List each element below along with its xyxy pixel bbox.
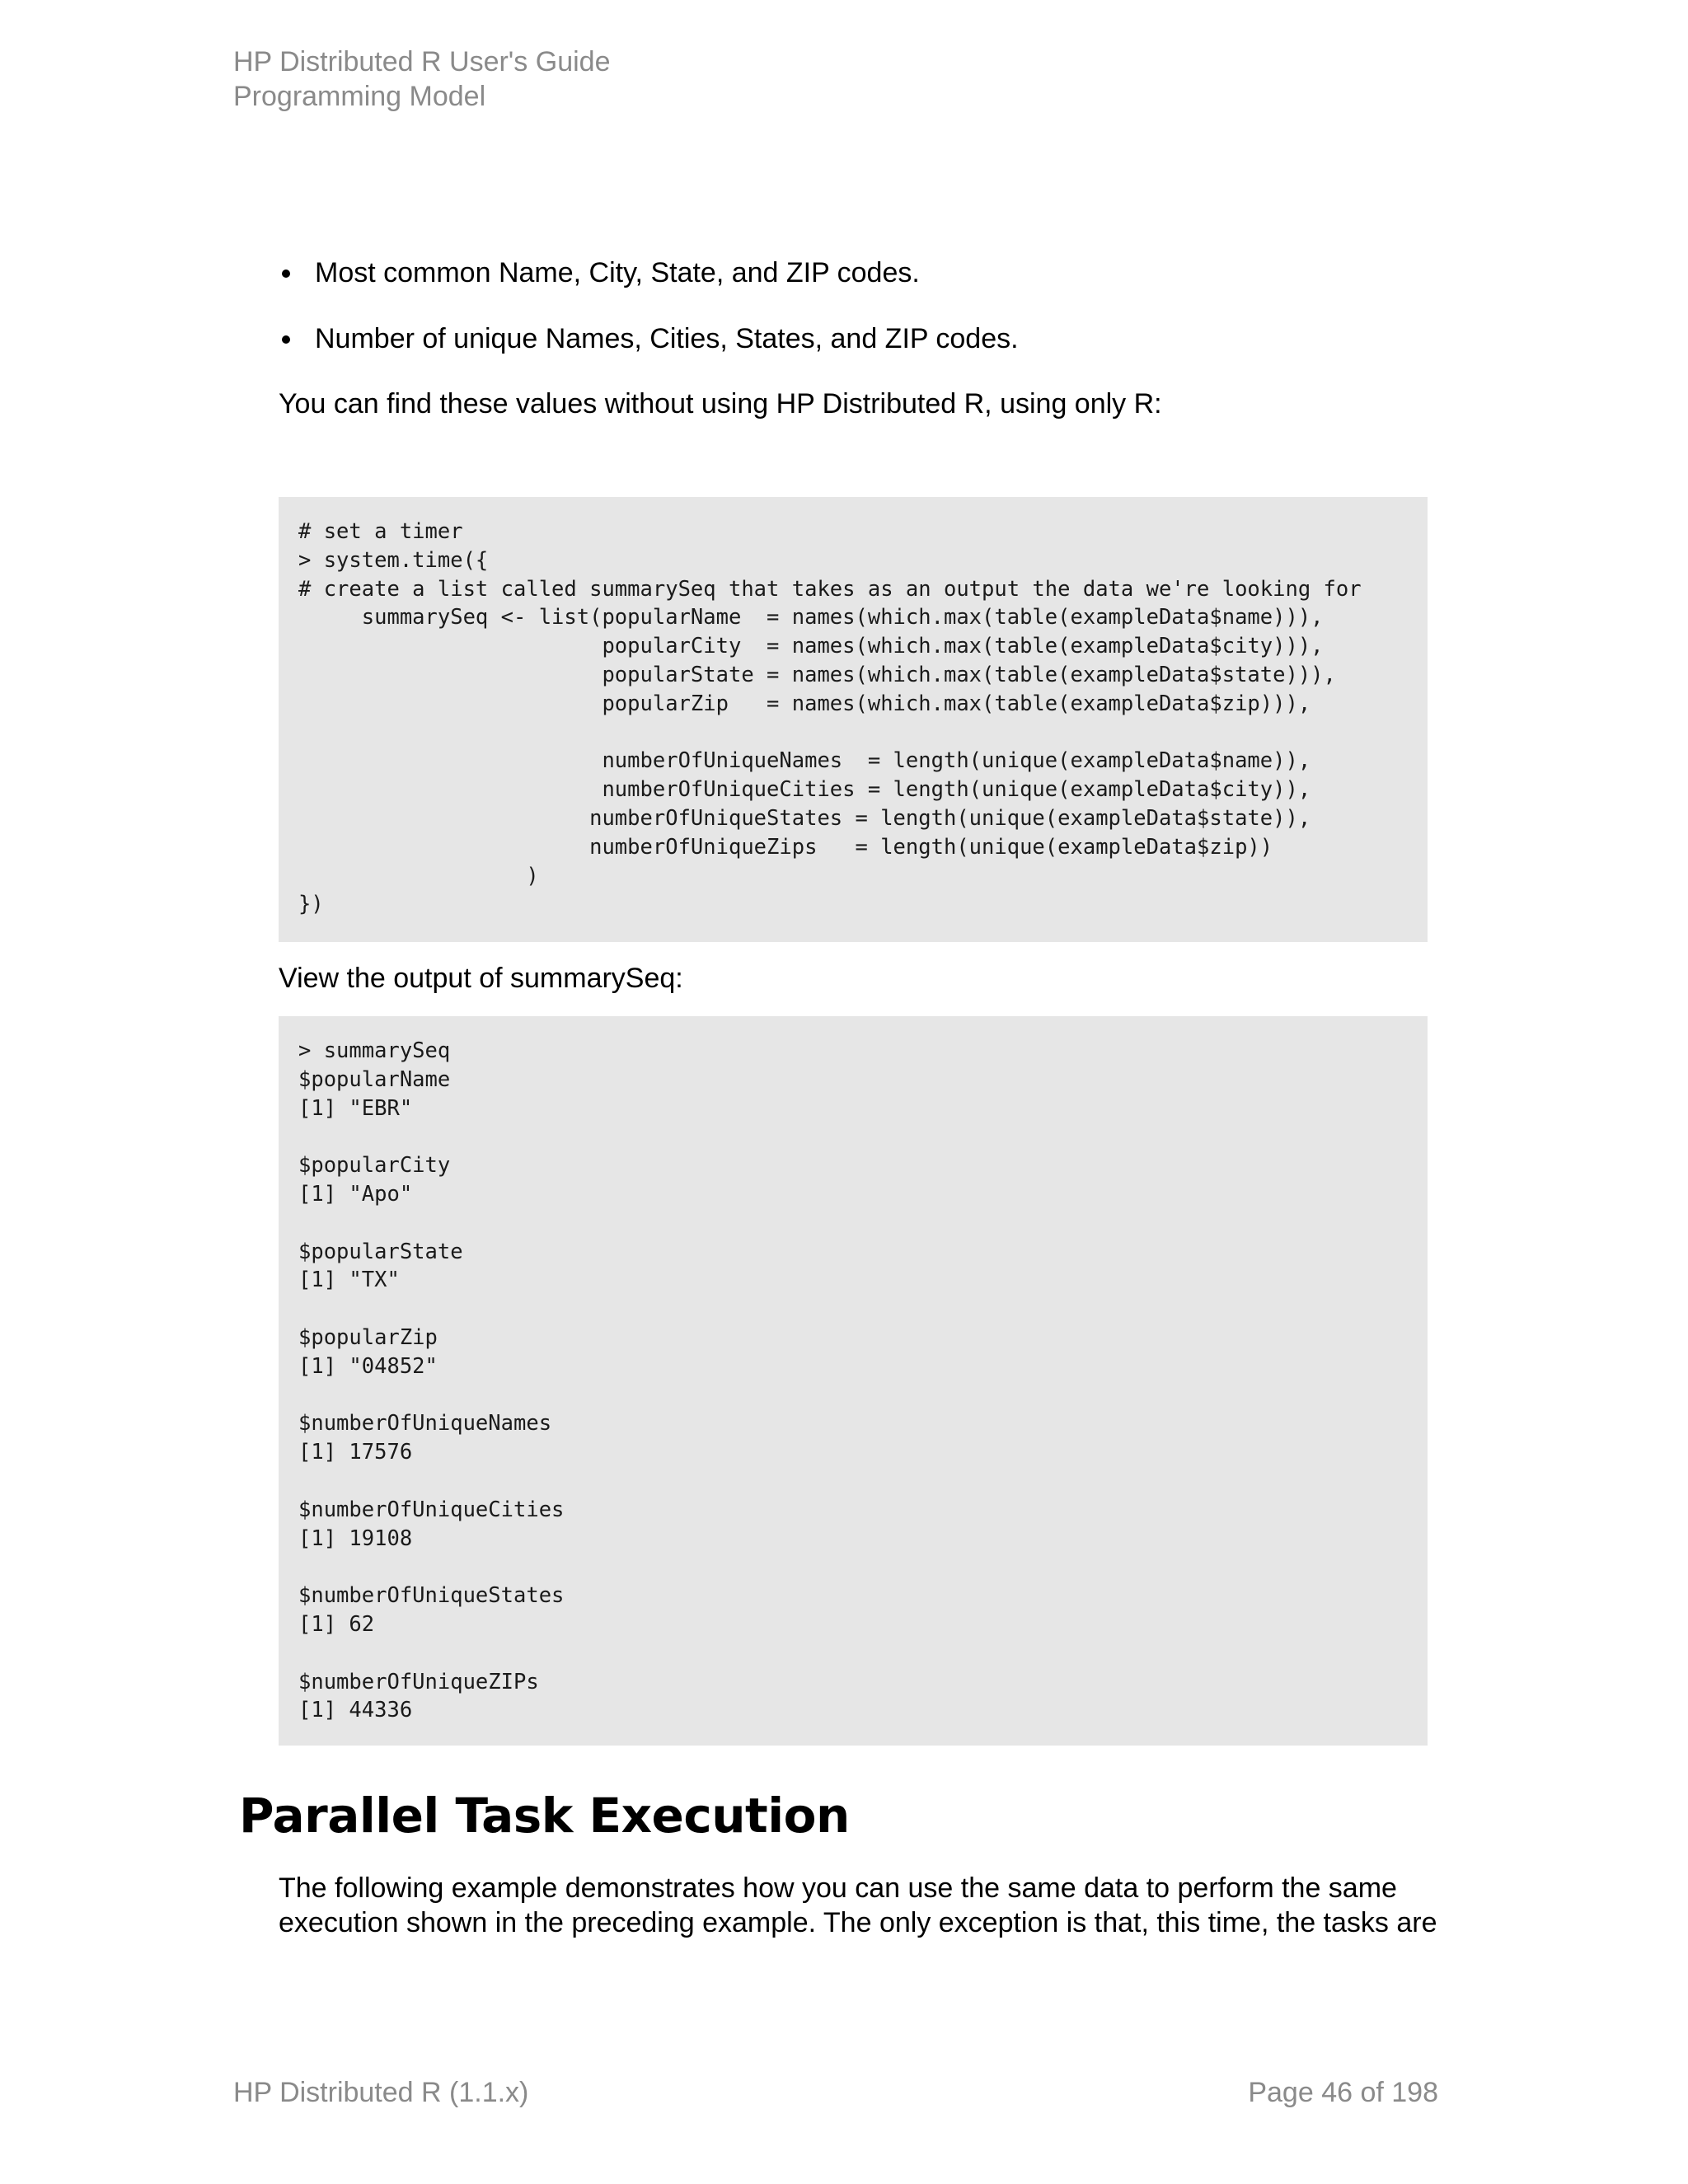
page-header <box>233 45 610 114</box>
section-heading: Parallel Task Execution <box>239 1788 850 1844</box>
code-block-summary <box>279 497 1428 942</box>
code-text: # set a timer > system.time({ # create a list called summarySeq that takes as an output the data we're looking for summarySeq <- list(popularName = names(which.max(table(exampleData$name))), popularCity = names(which.max(table(exampleData$city))), popularState = names(which.max(table(exampleData$state))), popularZip = names(which.max(table(exampleData$zip))), numberOfUniqueNames = length(unique(exampleData$name)), numberOfUniqueCities = length(unique(exampleData$city)), numberOfUniqueStates = length(unique(exampleData$state)), numberOfUniqueZips = length(unique(exampleData$zip)) ) }) <box>298 519 1362 917</box>
chapter-title: Programming Model <box>233 81 486 112</box>
bullet-icon <box>282 335 290 344</box>
footer-page-number: Page 46 of 198 <box>1248 2077 1438 2108</box>
code-text: > summarySeq $popularName [1] "EBR" $popularCity [1] "Apo" $popularState [1] "TX" $popularZip [1] "04852" $numberOfUniqueNames [1] 17576 $numberOfUniqueCities [1] 19108 $numberOfUniqueStates [1] 62 $numberOfUniqueZIPs [1] 44336 <box>298 1038 565 1723</box>
body-line: execution shown in the preceding example. The only exception is that, this time, the tasks are <box>279 1907 1437 1938</box>
bullet-list <box>279 255 1019 387</box>
footer-product: HP Distributed R (1.1.x) <box>233 2077 529 2108</box>
bullet-icon <box>282 269 290 278</box>
list-item <box>279 321 1019 356</box>
list-item <box>279 255 1019 290</box>
body-paragraph <box>279 1871 1449 1940</box>
body-line: The following example demonstrates how you can use the same data to perform the same <box>279 1872 1397 1904</box>
list-item-text: Number of unique Names, Cities, States, and ZIP codes. <box>315 323 1019 354</box>
list-item-text: Most common Name, City, State, and ZIP codes. <box>315 257 920 288</box>
intro-paragraph: You can find these values without using HP Distributed R, using only R: <box>279 388 1162 419</box>
output-paragraph: View the output of summarySeq: <box>279 963 683 994</box>
code-block-output <box>279 1016 1428 1746</box>
document-title: HP Distributed R User's Guide <box>233 46 611 77</box>
